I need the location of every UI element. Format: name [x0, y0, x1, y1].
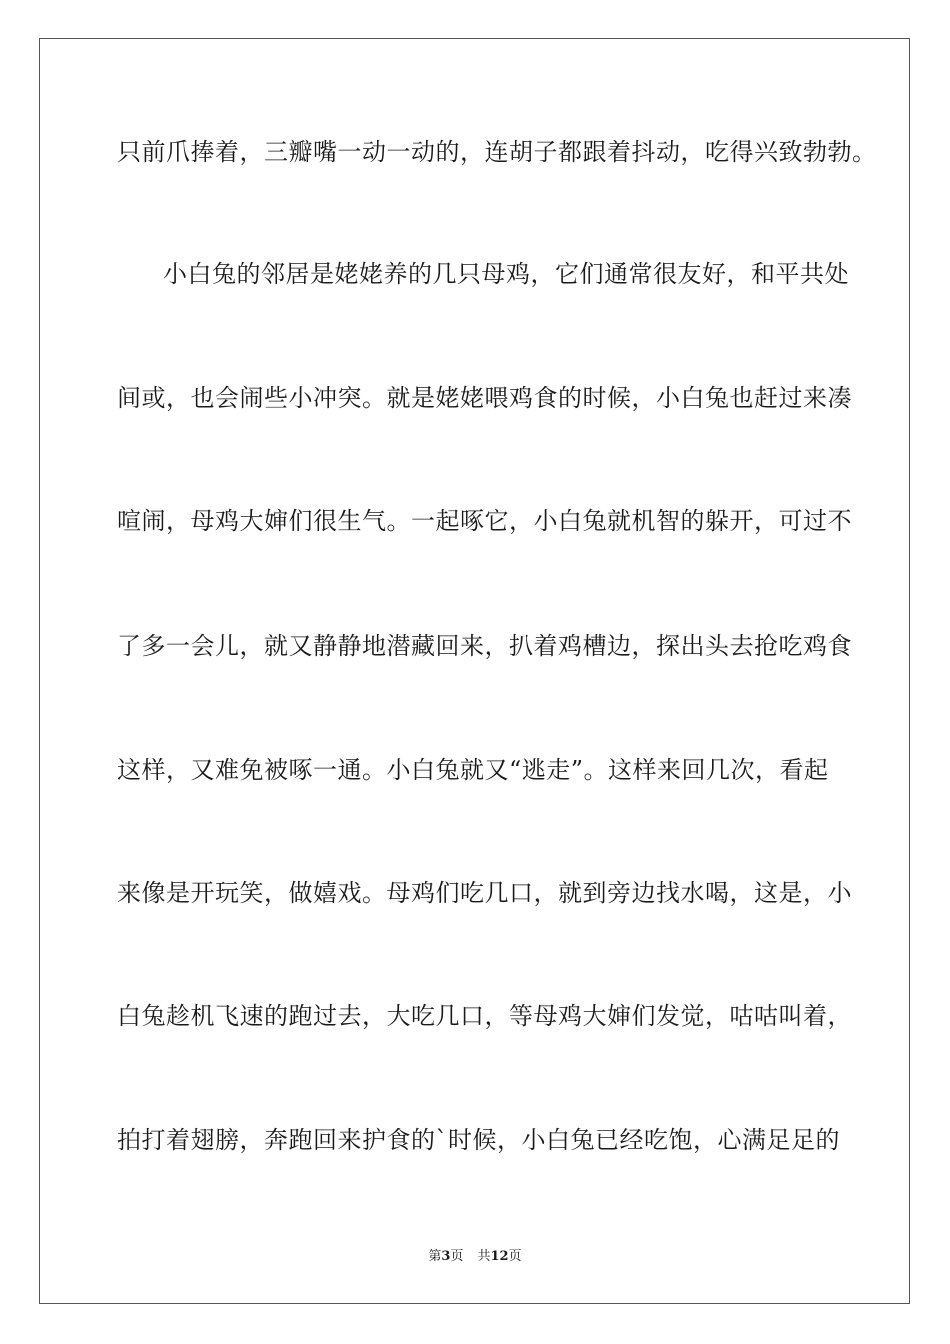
page-prefix: 第: [428, 1249, 442, 1264]
paragraph-line-3: 间或，也会闹些小冲突。就是姥姥喂鸡食的时候，小白兔也赶过来凑: [117, 384, 852, 412]
page-footer: [0, 1248, 950, 1266]
page-border: [39, 38, 910, 1304]
paragraph-line-8: 白兔趁机飞速的跑过去，大吃几口，等母鸡大婶们发觉，咕咕叫着，: [117, 1002, 852, 1030]
total-prefix: 共: [477, 1249, 491, 1264]
paragraph-line-4: 喧闹，母鸡大婶们很生气。一起啄它，小白兔就机智的躲开，可过不: [117, 507, 852, 535]
page-suffix: 页: [450, 1249, 464, 1264]
paragraph-line-2: 小白兔的邻居是姥姥养的几只母鸡，它们通常很友好，和平共处: [163, 260, 849, 288]
total-pages: 12: [490, 1249, 509, 1264]
page-number: 3: [441, 1249, 451, 1264]
paragraph-line-1: 只前爪捧着，三瓣嘴一动一动的，连胡子都跟着抖动，吃得兴致勃勃。: [117, 138, 877, 166]
paragraph-line-6: 这样，又难免被啄一通。小白兔就又“逃走”。这样来回几次，看起: [117, 756, 829, 784]
total-suffix: 页: [508, 1249, 522, 1264]
paragraph-line-7: 来像是开玩笑，做嬉戏。母鸡们吃几口，就到旁边找水喝，这是，小: [117, 879, 852, 907]
paragraph-line-5: 了多一会儿，就又静静地潜藏回来，扒着鸡槽边，探出头去抢吃鸡食: [117, 632, 852, 660]
paragraph-line-9: 拍打着翅膀，奔跑回来护食的`时候，小白兔已经吃饱，心满足足的: [117, 1126, 840, 1154]
